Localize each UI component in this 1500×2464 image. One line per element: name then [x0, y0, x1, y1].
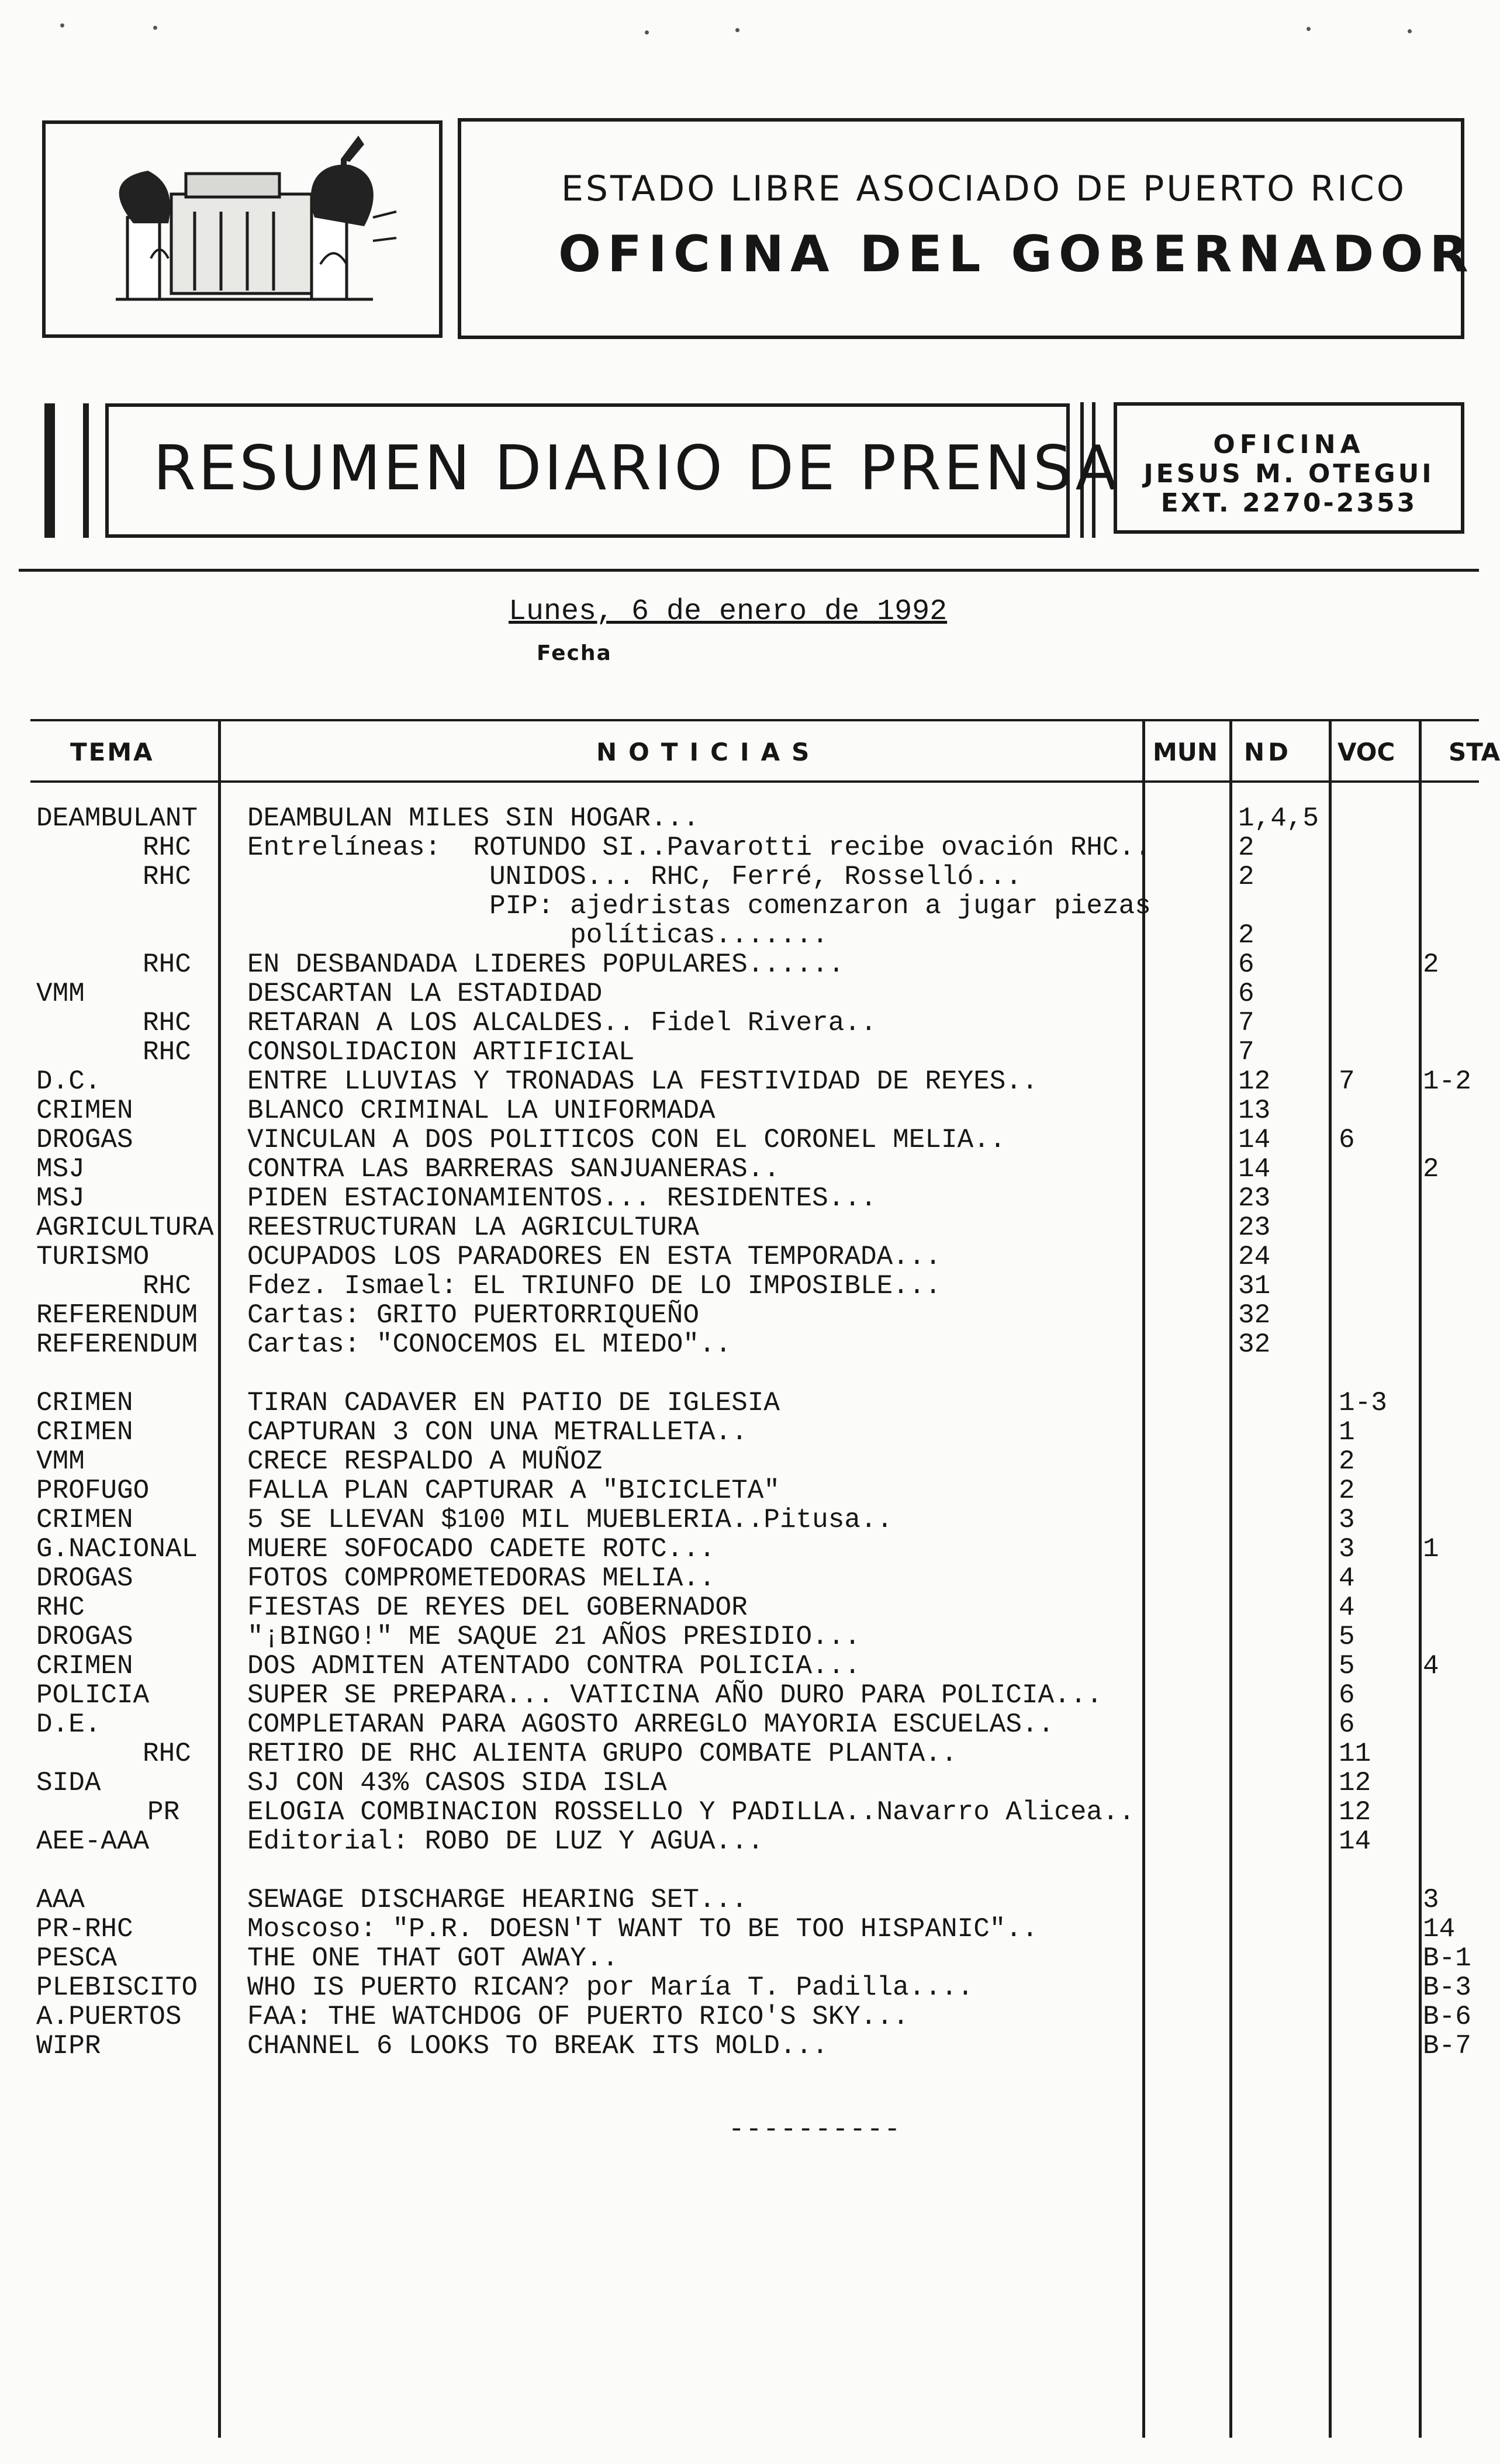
row-sta: B-6: [1423, 2002, 1471, 2032]
column-header-nd: ND: [1244, 738, 1292, 766]
left-bar-thin: [83, 403, 89, 538]
row-tema: PROFUGO: [36, 1475, 150, 1506]
row-voc: 14: [1339, 1826, 1371, 1857]
row-headline: REESTRUCTURAN LA AGRICULTURA: [247, 1212, 699, 1243]
row-tema: RHC: [36, 1592, 85, 1623]
row-nd: 23: [1238, 1183, 1271, 1214]
row-nd: 23: [1238, 1212, 1271, 1243]
row-headline: SJ CON 43% CASOS SIDA ISLA: [247, 1768, 667, 1798]
row-nd: 31: [1238, 1271, 1271, 1301]
left-bar-thick: [44, 403, 55, 538]
row-headline: CONSOLIDACION ARTIFICIAL: [247, 1037, 635, 1067]
row-sta: 1: [1423, 1534, 1439, 1564]
row-voc: 12: [1339, 1768, 1371, 1798]
row-headline: "¡BINGO!" ME SAQUE 21 AÑOS PRESIDIO...: [247, 1622, 860, 1652]
row-nd: 14: [1238, 1154, 1271, 1184]
row-headline: Fdez. Ismael: EL TRIUNFO DE LO IMPOSIBLE...: [247, 1271, 941, 1301]
row-voc: 4: [1339, 1592, 1355, 1623]
column-header-noticias: NOTICIAS: [596, 738, 821, 766]
row-nd: 14: [1238, 1125, 1271, 1155]
row-headline: PIP: ajedristas comenzaron a jugar piezas: [247, 891, 1151, 921]
row-voc: 4: [1339, 1563, 1355, 1594]
row-nd: 24: [1238, 1242, 1271, 1272]
row-headline: Editorial: ROBO DE LUZ Y AGUA...: [247, 1826, 764, 1857]
column-rule-voc: [1329, 719, 1332, 2438]
row-voc: 2: [1339, 1446, 1355, 1477]
date-label: Fecha: [537, 641, 612, 665]
row-tema: POLICIA: [36, 1680, 150, 1710]
row-tema: VMM: [36, 979, 85, 1009]
row-sta: B-3: [1423, 1972, 1471, 2003]
column-rule-tema: [218, 719, 221, 2438]
table-header-rule: [30, 780, 1479, 783]
row-sta: 2: [1423, 949, 1439, 980]
row-tema: AAA: [36, 1885, 85, 1915]
row-headline: Entrelíneas: ROTUNDO SI..Pavarotti recibe ovación RHC..: [247, 832, 1151, 863]
row-voc: 3: [1339, 1505, 1355, 1535]
state-name: ESTADO LIBRE ASOCIADO DE PUERTO RICO: [561, 168, 1406, 209]
row-tema: DROGAS: [36, 1622, 133, 1652]
row-sta: 3: [1423, 1885, 1439, 1915]
seal-frame: [42, 120, 443, 338]
row-headline: UNIDOS... RHC, Ferré, Rosselló...: [247, 862, 1022, 892]
row-tema: PR: [147, 1797, 180, 1827]
row-headline: BLANCO CRIMINAL LA UNIFORMADA: [247, 1096, 716, 1126]
row-voc: 1-3: [1339, 1388, 1387, 1418]
row-headline: THE ONE THAT GOT AWAY..: [247, 1943, 618, 1974]
row-nd: 32: [1238, 1300, 1271, 1331]
row-nd: 13: [1238, 1096, 1271, 1126]
row-headline: RETIRO DE RHC ALIENTA GRUPO COMBATE PLANTA..: [247, 1739, 958, 1769]
row-tema: SIDA: [36, 1768, 101, 1798]
date-value: Lunes, 6 de enero de 1992: [509, 595, 948, 628]
row-voc: 6: [1339, 1709, 1355, 1740]
row-sta: B-1: [1423, 1943, 1471, 1974]
row-tema: MSJ: [36, 1154, 85, 1184]
row-tema: TURISMO: [36, 1242, 150, 1272]
row-nd: 6: [1238, 949, 1254, 980]
row-tema: CRIMEN: [36, 1096, 133, 1126]
row-tema: D.E.: [36, 1709, 101, 1740]
scan-speck: [60, 23, 64, 27]
scan-speck: [1408, 29, 1412, 33]
row-tema: PLEBISCITO: [36, 1972, 198, 2003]
row-headline: EN DESBANDADA LIDERES POPULARES......: [247, 949, 845, 980]
row-headline: DESCARTAN LA ESTADIDAD: [247, 979, 603, 1009]
row-tema: RHC: [143, 1271, 191, 1301]
row-nd: 2: [1238, 920, 1254, 951]
row-voc: 2: [1339, 1475, 1355, 1506]
row-sta: 2: [1423, 1154, 1439, 1184]
row-voc: 5: [1339, 1651, 1355, 1681]
row-voc: 1: [1339, 1417, 1355, 1447]
row-headline: 5 SE LLEVAN $100 MIL MUEBLERIA..Pitusa..: [247, 1505, 893, 1535]
contact-office: OFICINA: [1213, 430, 1365, 459]
row-headline: COMPLETARAN PARA AGOSTO ARREGLO MAYORIA ESCUELAS..: [247, 1709, 1055, 1740]
column-rule-sta: [1419, 719, 1422, 2438]
row-headline: ENTRE LLUVIAS Y TRONADAS LA FESTIVIDAD DE REYES..: [247, 1066, 1038, 1097]
row-headline: RETARAN A LOS ALCALDES.. Fidel Rivera..: [247, 1008, 877, 1038]
bulletin-title: RESUMEN DIARIO DE PRENSA: [153, 433, 1120, 504]
row-headline: Cartas: "CONOCEMOS EL MIEDO"..: [247, 1329, 732, 1360]
row-nd: 1,4,5: [1238, 803, 1319, 834]
row-sta: 1-2: [1423, 1066, 1471, 1097]
row-sta: 4: [1423, 1651, 1439, 1681]
row-headline: FIESTAS DE REYES DEL GOBERNADOR: [247, 1592, 748, 1623]
row-headline: OCUPADOS LOS PARADORES EN ESTA TEMPORADA...: [247, 1242, 941, 1272]
row-nd: 6: [1238, 979, 1254, 1009]
row-tema: PESCA: [36, 1943, 117, 1974]
row-headline: políticas.......: [247, 920, 828, 951]
row-headline: Cartas: GRITO PUERTORRIQUEÑO: [247, 1300, 699, 1331]
scan-speck: [1307, 27, 1311, 31]
row-voc: 11: [1339, 1739, 1371, 1769]
row-headline: DEAMBULAN MILES SIN HOGAR...: [247, 803, 699, 834]
row-tema: CRIMEN: [36, 1417, 133, 1447]
row-headline: FAA: THE WATCHDOG OF PUERTO RICO'S SKY...: [247, 2002, 909, 2032]
row-headline: FALLA PLAN CAPTURAR A "BICICLETA": [247, 1475, 780, 1506]
row-tema: REFERENDUM: [36, 1329, 198, 1360]
scan-speck: [735, 28, 739, 32]
row-tema: A.PUERTOS: [36, 2002, 182, 2032]
row-nd: 2: [1238, 832, 1254, 863]
row-headline: CRECE RESPALDO A MUÑOZ: [247, 1446, 603, 1477]
row-headline: CHANNEL 6 LOOKS TO BREAK ITS MOLD...: [247, 2031, 828, 2061]
row-tema: AGRICULTURA: [36, 1212, 214, 1243]
seal-illustration: [46, 124, 439, 334]
scan-speck: [645, 30, 649, 34]
row-tema: G.NACIONAL: [36, 1534, 198, 1564]
row-voc: 5: [1339, 1622, 1355, 1652]
row-headline: CONTRA LAS BARRERAS SANJUANERAS..: [247, 1154, 780, 1184]
row-headline: VINCULAN A DOS POLITICOS CON EL CORONEL MELIA..: [247, 1125, 1006, 1155]
scan-speck: [153, 26, 157, 30]
row-nd: 2: [1238, 862, 1254, 892]
row-voc: 7: [1339, 1066, 1355, 1097]
office-name: OFICINA DEL GOBERNADOR: [558, 225, 1475, 284]
column-rule-nd: [1229, 719, 1232, 2438]
row-tema: CRIMEN: [36, 1388, 133, 1418]
column-rule-mun: [1142, 719, 1145, 2438]
row-tema: CRIMEN: [36, 1651, 133, 1681]
row-headline: DOS ADMITEN ATENTADO CONTRA POLICIA...: [247, 1651, 860, 1681]
row-voc: 6: [1339, 1680, 1355, 1710]
row-headline: SUPER SE PREPARA... VATICINA AÑO DURO PARA POLICIA...: [247, 1680, 1103, 1710]
row-headline: Moscoso: "P.R. DOESN'T WANT TO BE TOO HISPANIC"..: [247, 1914, 1038, 1944]
contact-ext: EXT. 2270-2353: [1160, 488, 1418, 518]
row-nd: 7: [1238, 1008, 1254, 1038]
row-tema: DEAMBULANT: [36, 803, 198, 834]
row-tema: CRIMEN: [36, 1505, 133, 1535]
row-sta: B-7: [1423, 2031, 1471, 2061]
row-tema: RHC: [143, 862, 191, 892]
row-tema: VMM: [36, 1446, 85, 1477]
row-tema: DROGAS: [36, 1125, 133, 1155]
end-rule: ----------: [728, 2114, 902, 2145]
row-headline: FOTOS COMPROMETEDORAS MELIA..: [247, 1563, 716, 1594]
row-tema: RHC: [143, 1008, 191, 1038]
column-header-tema: TEMA: [70, 738, 154, 766]
row-headline: PIDEN ESTACIONAMIENTOS... RESIDENTES...: [247, 1183, 877, 1214]
row-tema: RHC: [143, 832, 191, 863]
table-top-rule: [30, 719, 1479, 721]
row-headline: TIRAN CADAVER EN PATIO DE IGLESIA: [247, 1388, 780, 1418]
row-tema: RHC: [143, 949, 191, 980]
row-sta: 14: [1423, 1914, 1456, 1944]
row-tema: WIPR: [36, 2031, 101, 2061]
row-headline: SEWAGE DISCHARGE HEARING SET...: [247, 1885, 748, 1915]
header-rule: [19, 569, 1479, 572]
row-nd: 32: [1238, 1329, 1271, 1360]
row-voc: 12: [1339, 1797, 1371, 1827]
row-voc: 3: [1339, 1534, 1355, 1564]
column-header-voc: VOC: [1337, 738, 1395, 766]
row-nd: 12: [1238, 1066, 1271, 1097]
row-nd: 7: [1238, 1037, 1254, 1067]
column-header-sta: STA: [1449, 738, 1500, 766]
row-tema: AEE-AAA: [36, 1826, 150, 1857]
row-headline: WHO IS PUERTO RICAN? por María T. Padilla....: [247, 1972, 974, 2003]
row-tema: D.C.: [36, 1066, 101, 1097]
row-headline: MUERE SOFOCADO CADETE ROTC...: [247, 1534, 716, 1564]
contact-name: JESUS M. OTEGUI: [1143, 459, 1435, 489]
row-tema: RHC: [143, 1037, 191, 1067]
row-tema: DROGAS: [36, 1563, 133, 1594]
row-voc: 6: [1339, 1125, 1355, 1155]
row-headline: CAPTURAN 3 CON UNA METRALLETA..: [247, 1417, 748, 1447]
row-tema: RHC: [143, 1739, 191, 1769]
column-header-mun: MUN: [1153, 738, 1218, 766]
row-tema: PR-RHC: [36, 1914, 133, 1944]
row-tema: MSJ: [36, 1183, 85, 1214]
row-tema: REFERENDUM: [36, 1300, 198, 1331]
row-headline: ELOGIA COMBINACION ROSSELLO Y PADILLA..Navarro Alicea..: [247, 1797, 1135, 1827]
